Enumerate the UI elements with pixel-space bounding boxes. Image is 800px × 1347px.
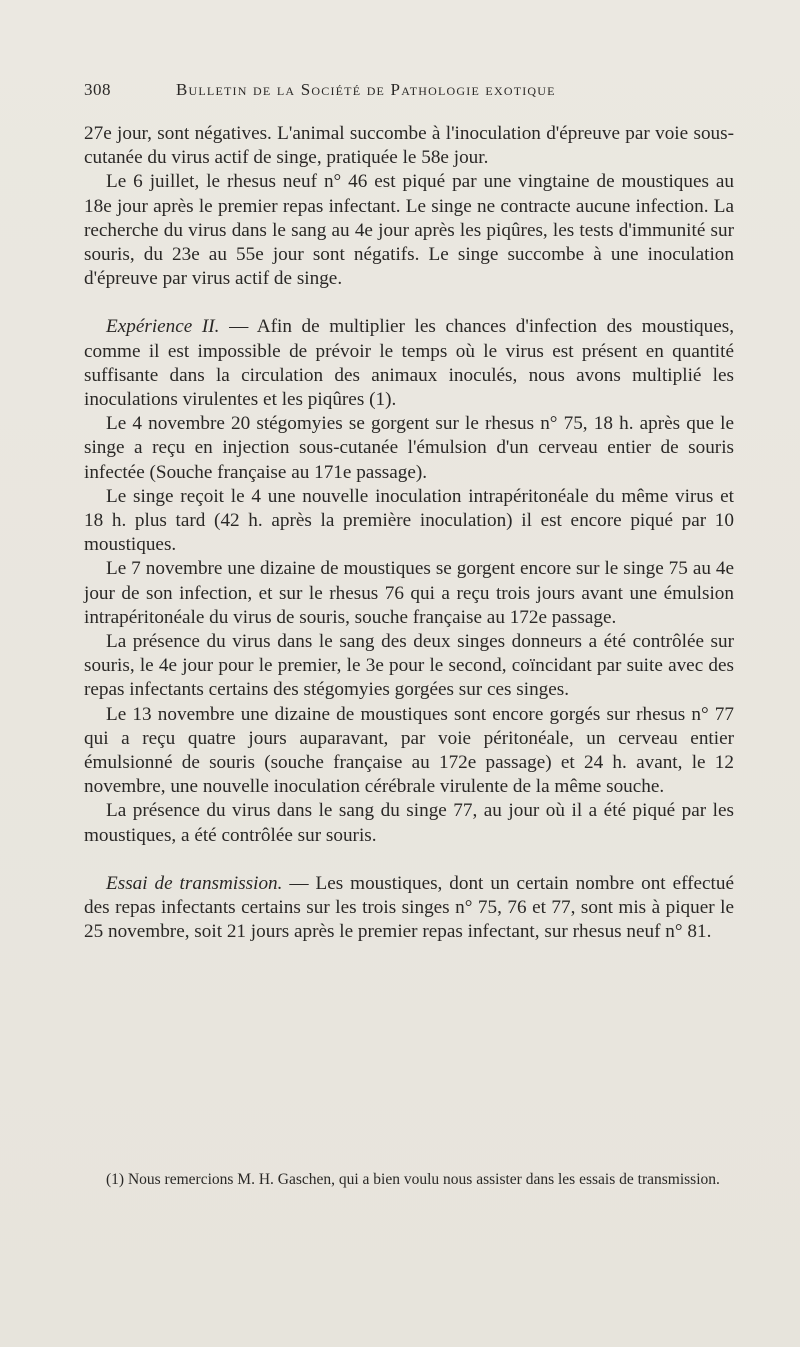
footnote: (1) Nous remercions M. H. Gaschen, qui a bien voulu nous assister dans les essais de transmission. xyxy=(106,1171,720,1188)
paragraph: Le 4 novembre 20 stégomyies se gorgent sur le rhesus n° 75, 18 h. après que le singe a reçu en injection sous-cutanée l'émulsion d'un cerveau entier de souris infectée (Souche française au 171e passage). xyxy=(84,413,734,483)
paragraph: Le 6 juillet, le rhesus neuf n° 46 est piqué par une vingtaine de moustiques au 18e jour après le premier repas infectant. Le singe ne contracte aucune infection. La recherche du virus dans le sang au 4e jour après les piqûres, les tests d'immunité sur souris, du 23e au 55e jour sont négatifs. Le singe succombe à une inoculation d'épreuve par virus actif de singe. xyxy=(84,171,734,290)
section-paragraph xyxy=(84,315,734,412)
paragraph: La présence du virus dans le sang du singe 77, au jour où il a été piqué par les moustiques, a été contrôlée sur souris. xyxy=(84,800,734,846)
paragraph: Le singe reçoit le 4 une nouvelle inoculation intrapéritonéale du même virus et 18 h. plus tard (42 h. après la première inoculation) il est encore piqué par 10 moustiques. xyxy=(84,485,734,556)
paragraph-text: — Les moustiques, dont un certain nombre ont effectué des repas infectants certains sur les trois singes n° 75, 76 et 77, sont mis à piquer le 25 novembre, soit 21 jours après le premier repas infectant, sur rhesus neuf n° 81. xyxy=(84,872,734,943)
section-paragraph xyxy=(84,872,734,945)
body-text xyxy=(84,122,734,945)
paragraph: Le 7 novembre une dizaine de moustiques se gorgent encore sur le singe 75 au 4e jour de son infection, et sur le rhesus 76 qui a reçu trois jours avant une émulsion intrapéritonéale du virus de souris, souche française au 172e passage. xyxy=(84,558,734,628)
paragraph-text: — Afin de multiplier les chances d'infection des moustiques, comme il est impossible de prévoir le temps où le virus est présent en quantité suffisante dans la circulation des animaux inoculés, nous avons multiplié les inoculations virulentes et les piqûres (1). xyxy=(84,316,734,411)
paragraph: Le 13 novembre une dizaine de moustiques sont encore gorgés sur rhesus n° 77 qui a reçu quatre jours auparavant, par voie péritonéale, un cerveau entier émulsionné de souris (souche française au 172e passage) et 24 h. avant, le 12 novembre, une nouvelle inoculation cérébrale virulente de la même souche. xyxy=(84,703,734,798)
section-title: Essai de transmission. xyxy=(106,872,283,894)
journal-title: Bulletin de la Société de Pathologie exotique xyxy=(176,80,556,99)
page-number: 308 xyxy=(84,80,111,99)
paragraph: 27e jour, sont négatives. L'animal succombe à l'inoculation d'épreuve par voie sous-cutanée du virus actif de singe, pratiquée le 58e jour. xyxy=(84,123,734,169)
paragraph: La présence du virus dans le sang des deux singes donneurs a été contrôlée sur souris, le 4e jour pour le premier, le 3e pour le second, coïncidant par suite avec des repas infectants certains des stégomyies gorgées sur ces singes. xyxy=(84,631,734,701)
section-title: Expérience II. xyxy=(106,316,220,338)
